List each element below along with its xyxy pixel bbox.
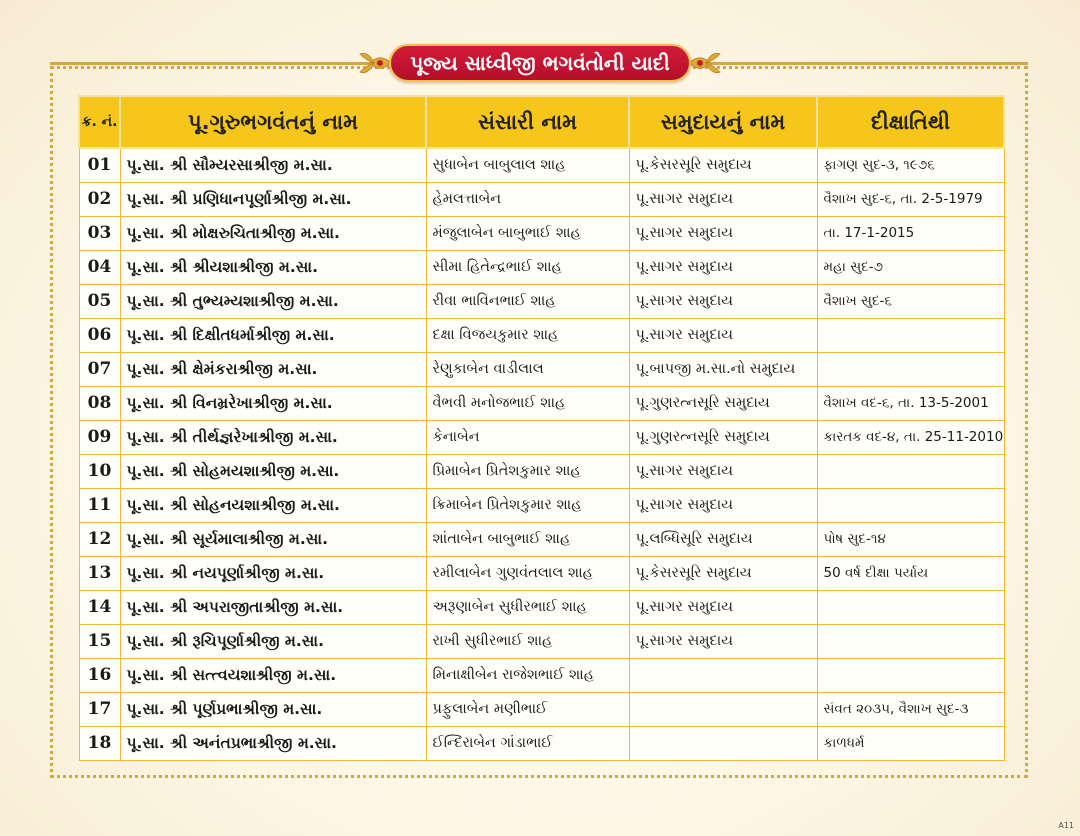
diksha-date-cell: વૈશાખ સુદ-૬, તા. 2-5-1979	[817, 182, 1004, 216]
samuday-name-cell: પૂ.બાપજી મ.સા.નો સમુદાય	[629, 352, 817, 386]
header-diksha-date: દીક્ષાતિથી	[817, 96, 1004, 148]
serial-number-cell: 15	[79, 624, 120, 658]
samuday-name-cell: પૂ.સાગર સમુદાય	[629, 590, 817, 624]
samuday-name-cell: પૂ.કેસરસૂરિ સમુદાય	[629, 148, 817, 182]
samuday-name-cell: પૂ.સાગર સમુદાય	[629, 284, 817, 318]
sansari-name-cell: કેનાબેન	[426, 420, 629, 454]
table-row	[79, 692, 1004, 726]
table-row	[79, 522, 1004, 556]
header-guru-name: પૂ.ગુરુભગવંતનું નામ	[120, 96, 426, 148]
diksha-date-cell	[817, 658, 1004, 692]
serial-number-cell: 07	[79, 352, 120, 386]
serial-number-cell: 10	[79, 454, 120, 488]
guru-name-cell: પૂ.સા. શ્રી રૂચિપૂર્ણાશ્રીજી મ.સા.	[120, 624, 426, 658]
table-row	[79, 182, 1004, 216]
floral-ornament-icon	[358, 46, 392, 80]
diksha-date-cell: કાળધર્મ	[817, 726, 1004, 760]
title-rule-right	[710, 62, 1028, 65]
title-rule-left	[50, 62, 370, 65]
guru-name-cell: પૂ.સા. શ્રી મોક્ષરુચિતાશ્રીજી મ.સા.	[120, 216, 426, 250]
table-row	[79, 318, 1004, 352]
samuday-name-cell: પૂ.સાગર સમુદાય	[629, 250, 817, 284]
samuday-name-cell: પૂ.સાગર સમુદાય	[629, 624, 817, 658]
serial-number-cell: 03	[79, 216, 120, 250]
serial-number-cell: 16	[79, 658, 120, 692]
sansari-name-cell: શાંતાબેન બાબુભાઈ શાહ	[426, 522, 629, 556]
table-row	[79, 454, 1004, 488]
sansari-name-cell: સીમા હિતેન્દ્રભાઈ શાહ	[426, 250, 629, 284]
serial-number-cell: 14	[79, 590, 120, 624]
serial-number-cell: 09	[79, 420, 120, 454]
serial-number-cell: 04	[79, 250, 120, 284]
guru-name-cell: પૂ.સા. શ્રી શ્રીયશાશ્રીજી મ.સા.	[120, 250, 426, 284]
table-row	[79, 284, 1004, 318]
samuday-name-cell: પૂ.સાગર સમુદાય	[629, 454, 817, 488]
table-row	[79, 148, 1004, 182]
sansari-name-cell: દક્ષા વિજયકુમાર શાહ	[426, 318, 629, 352]
guru-name-cell: પૂ.સા. શ્રી ક્ષેમંકરાશ્રીજી મ.સા.	[120, 352, 426, 386]
diksha-date-cell	[817, 488, 1004, 522]
guru-name-cell: પૂ.સા. શ્રી સોહનયશાશ્રીજી મ.સા.	[120, 488, 426, 522]
sansari-name-cell: અરૂણાબેન સુધીરભાઈ શાહ	[426, 590, 629, 624]
sansari-name-cell: હેમલત્તાબેન	[426, 182, 629, 216]
table-row	[79, 250, 1004, 284]
samuday-name-cell: પૂ.સાગર સમુદાય	[629, 216, 817, 250]
samuday-name-cell	[629, 658, 817, 692]
sansari-name-cell: ક્રિમાબેન પ્રિતેશકુમાર શાહ	[426, 488, 629, 522]
guru-name-cell: પૂ.સા. શ્રી પ્રણિધાનપૂર્ણાશ્રીજી મ.સા.	[120, 182, 426, 216]
samuday-name-cell: પૂ.કેસરસૂરિ સમુદાય	[629, 556, 817, 590]
diksha-date-cell: વૈશાખ વદ-૬, તા. 13-5-2001	[817, 386, 1004, 420]
header-serial-number: ક્ર. નં.	[79, 96, 120, 148]
samuday-name-cell: પૂ.સાગર સમુદાય	[629, 182, 817, 216]
table-row	[79, 556, 1004, 590]
serial-number-cell: 13	[79, 556, 120, 590]
diksha-date-cell	[817, 590, 1004, 624]
table-row	[79, 386, 1004, 420]
diksha-date-cell	[817, 352, 1004, 386]
serial-number-cell: 18	[79, 726, 120, 760]
guru-name-cell: પૂ.સા. શ્રી તીર્થજ્ઞરેખાશ્રીજી મ.સા.	[120, 420, 426, 454]
page-number: A11	[1058, 821, 1074, 830]
diksha-date-cell: પોષ સુદ-૧૪	[817, 522, 1004, 556]
sansari-name-cell: રેણુકાબેન વાડીલાલ	[426, 352, 629, 386]
diksha-date-cell	[817, 318, 1004, 352]
table-row	[79, 658, 1004, 692]
serial-number-cell: 05	[79, 284, 120, 318]
sansari-name-cell: સુધાબેન બાબુલાલ શાહ	[426, 148, 629, 182]
sansari-name-cell: મંજુલાબેન બાબુભાઈ શાહ	[426, 216, 629, 250]
table-row	[79, 420, 1004, 454]
samuday-name-cell: પૂ.લબ્ધિસૂરિ સમુદાય	[629, 522, 817, 556]
samuday-name-cell: પૂ.ગુણરત્નસૂરિ સમુદાય	[629, 386, 817, 420]
sansari-name-cell: પ્રિમાબેન પ્રિતેશકુમાર શાહ	[426, 454, 629, 488]
table-row	[79, 216, 1004, 250]
diksha-date-cell: 50 વર્ષ દીક્ષા પર્યાય	[817, 556, 1004, 590]
samuday-name-cell: પૂ.ગુણરત્નસૂરિ સમુદાય	[629, 420, 817, 454]
diksha-date-cell: તા. 17-1-2015	[817, 216, 1004, 250]
table-row	[79, 624, 1004, 658]
header-samuday-name: સમુદાયનું નામ	[629, 96, 817, 148]
serial-number-cell: 11	[79, 488, 120, 522]
guru-name-cell: પૂ.સા. શ્રી નયપૂર્ણાશ્રીજી મ.સા.	[120, 556, 426, 590]
table-row	[79, 590, 1004, 624]
sansari-name-cell: પ્રફુલાબેન મણીભાઈ	[426, 692, 629, 726]
sansari-name-cell: રીવા ભાવિનભાઈ શાહ	[426, 284, 629, 318]
sadhviji-list-table	[78, 95, 1005, 761]
guru-name-cell: પૂ.સા. શ્રી તુભ્યમ્યશાશ્રીજી મ.સા.	[120, 284, 426, 318]
diksha-date-cell: સંવત ૨૦૩૫, વૈશાખ સુદ-૩	[817, 692, 1004, 726]
diksha-date-cell: વૈશાખ સુદ-૬	[817, 284, 1004, 318]
guru-name-cell: પૂ.સા. શ્રી વિનમ્રરેખાશ્રીજી મ.સા.	[120, 386, 426, 420]
table-header-row	[79, 96, 1004, 148]
guru-name-cell: પૂ.સા. શ્રી દિક્ષીતધર્માશ્રીજી મ.સા.	[120, 318, 426, 352]
serial-number-cell: 17	[79, 692, 120, 726]
sansari-name-cell: મિનાક્ષીબેન રાજેશભાઈ શાહ	[426, 658, 629, 692]
guru-name-cell: પૂ.સા. શ્રી અપરાજીતાશ્રીજી મ.સા.	[120, 590, 426, 624]
serial-number-cell: 02	[79, 182, 120, 216]
sansari-name-cell: વૈભવી મનોજભાઈ શાહ	[426, 386, 629, 420]
guru-name-cell: પૂ.સા. શ્રી સોહમયશાશ્રીજી મ.સા.	[120, 454, 426, 488]
sansari-name-cell: રાખી સુધીરભાઈ શાહ	[426, 624, 629, 658]
samuday-name-cell	[629, 726, 817, 760]
samuday-name-cell	[629, 692, 817, 726]
sansari-name-cell: રમીલાબેન ગુણવંતલાલ શાહ	[426, 556, 629, 590]
serial-number-cell: 12	[79, 522, 120, 556]
guru-name-cell: પૂ.સા. શ્રી અનંતપ્રભાશ્રીજી મ.સા.	[120, 726, 426, 760]
serial-number-cell: 06	[79, 318, 120, 352]
guru-name-cell: પૂ.સા. શ્રી સૌમ્યરસાશ્રીજી મ.સા.	[120, 148, 426, 182]
samuday-name-cell: પૂ.સાગર સમુદાય	[629, 318, 817, 352]
diksha-date-cell	[817, 454, 1004, 488]
table-body	[79, 148, 1004, 760]
diksha-date-cell: ફાગણ સુદ-૩, ૧૯૭૬	[817, 148, 1004, 182]
sansari-name-cell: ઈન્દિરાબેન ગાંડાભાઈ	[426, 726, 629, 760]
header-sansari-name: સંસારી નામ	[426, 96, 629, 148]
diksha-date-cell: કારતક વદ-૪, તા. 25-11-2010	[817, 420, 1004, 454]
guru-name-cell: પૂ.સા. શ્રી પૂર્ણપ્રભાશ્રીજી મ.સા.	[120, 692, 426, 726]
guru-name-cell: પૂ.સા. શ્રી સત્ત્વયશાશ્રીજી મ.સા.	[120, 658, 426, 692]
diksha-date-cell	[817, 624, 1004, 658]
samuday-name-cell: પૂ.સાગર સમુદાય	[629, 488, 817, 522]
diksha-date-cell: મહા સુદ-૭	[817, 250, 1004, 284]
table-row	[79, 726, 1004, 760]
floral-ornament-icon	[688, 46, 722, 80]
serial-number-cell: 08	[79, 386, 120, 420]
page-title: પૂજ્ય સાધ્વીજી ભગવંતોની યાદી	[389, 44, 691, 82]
serial-number-cell: 01	[79, 148, 120, 182]
table-row	[79, 488, 1004, 522]
table-row	[79, 352, 1004, 386]
guru-name-cell: પૂ.સા. શ્રી સૂર્યમાલાશ્રીજી મ.સા.	[120, 522, 426, 556]
